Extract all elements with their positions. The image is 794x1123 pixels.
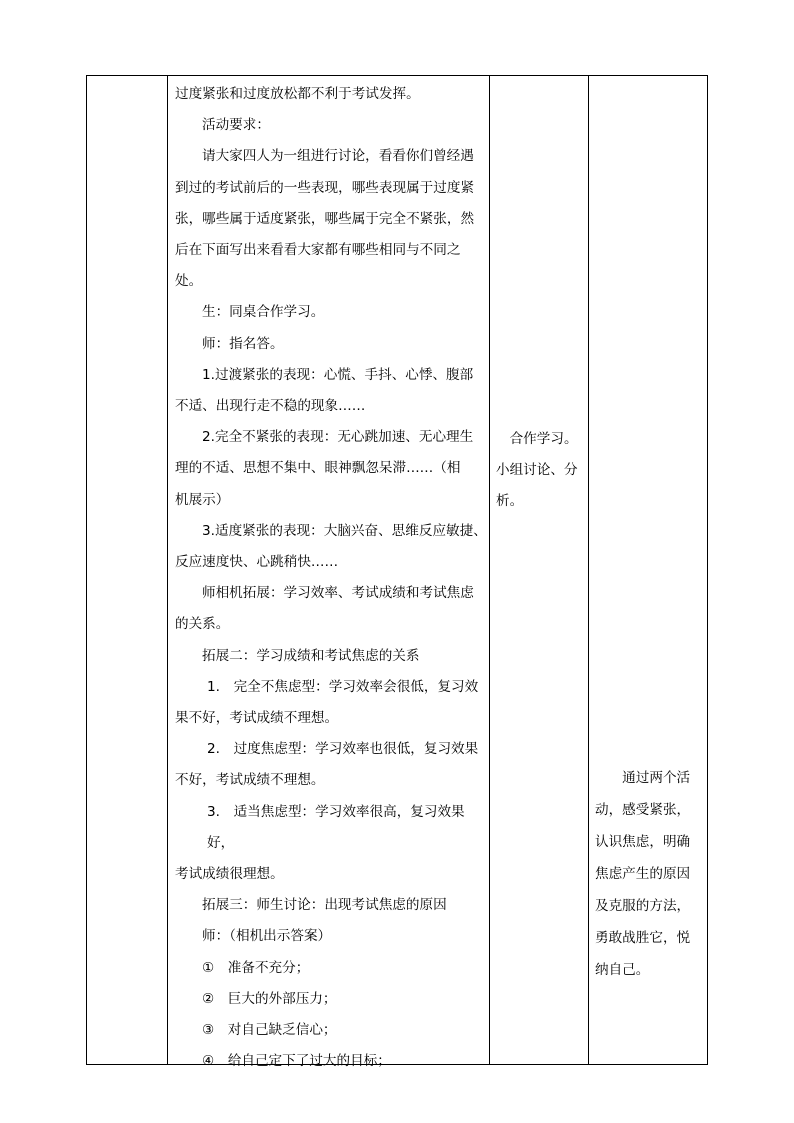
text-line: 1.过渡紧张的表现：心慌、手抖、心悸、腹部: [202, 366, 474, 383]
text-line: 请大家四人为一组进行讨论，看看你们曾经遇: [202, 148, 474, 165]
text-line: 的关系。: [175, 616, 230, 633]
column-divider: [588, 76, 589, 1064]
text-line: 2.完全不紧张的表现：无心跳加速、无心理生: [202, 429, 474, 446]
text-line: 3.适度紧张的表现：大脑兴奋、思维反应敏捷、: [202, 522, 487, 539]
text-line: ④ 给自己定下了过大的目标；: [202, 1053, 391, 1070]
text-line: 通过两个活: [595, 770, 691, 786]
text-line: 到过的考试前后的一些表现，哪些表现属于过度紧: [175, 179, 475, 196]
text-line: 勇敢战胜它，悦: [595, 930, 691, 946]
text-line: 师相机拓展：学习效率、考试成绩和考试焦虑: [202, 585, 474, 602]
text-line: 析。: [496, 493, 524, 510]
student-activity-cell: [496, 424, 591, 518]
text-line: 2. 过度焦虑型：学习效率也很低，复习效果: [207, 741, 479, 758]
text-line: 果不好，考试成绩不理想。: [175, 710, 339, 727]
text-line: 纳自己。: [595, 962, 650, 978]
text-line: 张，哪些属于适度紧张，哪些属于完全不紧张，然: [175, 210, 475, 227]
text-line: 师：指名答。: [202, 335, 284, 352]
text-line: 过度紧张和过度放松都不利于考试发挥。: [175, 86, 420, 102]
text-line: 焦虑产生的原因: [595, 866, 691, 882]
text-line: 不适、出现行走不稳的现象……: [175, 398, 366, 415]
text-line: 后在下面写出来看看大家都有哪些相同与不同之: [175, 242, 461, 259]
text-line: 理的不适、思想不集中、眼神飘忽呆滞……（相: [175, 460, 461, 477]
text-line: 1. 完全不焦虑型：学习效率会很低，复习效: [207, 678, 479, 695]
text-line: 拓展二：学习成绩和考试焦虑的关系: [202, 647, 420, 664]
text-line: 不好，考试成绩不理想。: [175, 772, 325, 789]
text-line: 拓展三：师生讨论：出现考试焦虑的原因: [202, 897, 447, 914]
text-line: 生：同桌合作学习。: [202, 304, 325, 321]
text-line: 及克服的方法，: [595, 898, 691, 914]
column-divider: [167, 76, 168, 1064]
text-line: ③ 对自己缺乏信心；: [202, 1022, 337, 1039]
text-line: ② 巨大的外部压力；: [202, 990, 337, 1007]
text-line: ① 准备不充分；: [202, 959, 310, 976]
text-line: 认识焦虑，明确: [595, 834, 691, 850]
text-line: 活动要求：: [202, 117, 270, 134]
text-line: 反应速度快、心跳稍快……: [175, 554, 339, 571]
text-line: 合作学习。: [496, 431, 578, 447]
text-line: 3. 适当焦虑型：学习效率很高，复习效果好，: [207, 803, 465, 851]
design-intent-cell: [595, 762, 703, 986]
text-line: 处。: [175, 273, 203, 290]
text-line: 动，感受紧张，: [595, 802, 691, 818]
text-line: 小组讨论、分: [496, 462, 578, 479]
teaching-process-cell: [175, 79, 489, 1078]
column-divider: [489, 76, 490, 1064]
text-line: 考试成绩很理想。: [175, 866, 284, 883]
text-line: 师：（相机出示答案）: [202, 928, 332, 945]
lesson-plan-table: [86, 75, 708, 1070]
text-line: 机展示）: [175, 491, 230, 508]
